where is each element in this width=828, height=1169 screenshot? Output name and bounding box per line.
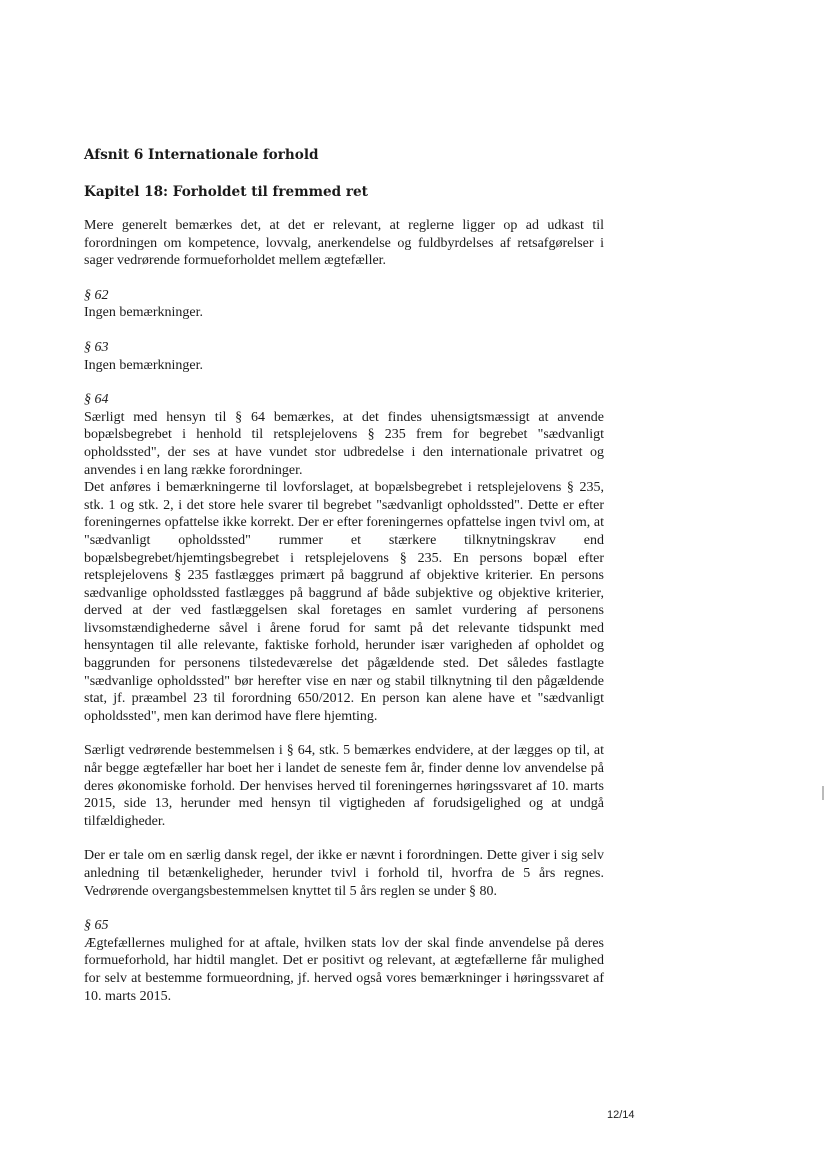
section-64-paragraph-2: Det anføres i bemærkningerne til lovforslaget, at bopælsbegrebet i retsplejelovens § 235, stk. 1 og stk. 2, i det store hele svarer til begrebet "sædvanligt opholdssted". Dette er efter foreningernes opfattelse ikke korrekt. Der er efter foreningernes opfattelse ingen tvivl om, at "sædvanligt opholdssted" rummer et stærkere tilknytningskrav end bopælsbegrebet/hjemtingsbegrebet i retsplejelovens § 235. En persons bopæl efter retsplejelovens § 235 fastlægges primært på baggrund af objektive kriterier. En persons sædvanlige opholdssted fastlægges på baggrund af både subjektive og objektive kriterier, derved at der ved fastlæggelsen skal foretages en samlet vurdering af personens livsomstændighederne såvel i årene forud for samt på det relevante tidspunkt med hensyntagen til alle relevante, faktiske forhold, herunder især varigheden af opholdet og baggrunden for personens tilstedeværelse det pågældende sted. Det således fastlagte "sædvanlige opholdssted" bør herefter vise en nær og stabil tilknytning til den pågældende stat, jf. præambel 23 til forordning 650/2012. En person kan alene have et "sædvanligt opholdssted", men kan derimod have flere hjemting. [84, 480, 604, 724]
section-63-text: Ingen bemærkninger. [84, 357, 203, 373]
section-heading: Afsnit 6 Internationale forhold [84, 147, 319, 163]
section-65-text: Ægtefællernes mulighed for at aftale, hvilken stats lov der skal finde anvendelse på deres formueforhold, har hidtil manglet. Det er positivt og relevant, at ægtefællerne får mulighed for selv at bestemme formueordning, jf. herved også vores bemærkninger i høringssvaret af 10. marts 2015. [84, 935, 604, 1004]
page-number: 12/14 [607, 1109, 635, 1121]
section-62 [84, 287, 604, 322]
section-64-paragraph-3: Særligt vedrørende bestemmelsen i § 64, stk. 5 bemærkes endvidere, at der lægges op til, at når begge ægtefæller har boet her i landet de seneste fem år, finder denne lov anvendelse på deres økonomiske forhold. Der henvises herved til foreningernes høringssvaret af 10. marts 2015, side 13, herunder med hensyn til vigtigheden af forudsigelighed og at undgå tilfældigheder. [84, 743, 604, 829]
section-64-label: § 64 [84, 392, 109, 408]
section-65-label: § 65 [84, 918, 109, 934]
intro-paragraph: Mere generelt bemærkes det, at det er relevant, at reglerne ligger op ad udkast til forordningen om kompetence, lovvalg, anerkendelse og fuldbyrdelses af retsafgørelser i sager vedrørende formueforholdet mellem ægtefæller. [84, 218, 604, 269]
section-62-text: Ingen bemærkninger. [84, 305, 203, 321]
section-64-paragraph-4: Der er tale om en særlig dansk regel, der ikke er nævnt i forordningen. Dette giver i sig selv anledning til betænkeligheder, herunder tvivl i forhold til, hvorfra de 5 års regnes. Vedrørende overgangsbestemmelsen knyttet til 5 års reglen se under § 80. [84, 848, 604, 899]
section-64 [84, 391, 604, 900]
section-65 [84, 917, 604, 1005]
section-63-label: § 63 [84, 339, 109, 355]
scan-edge-mark [822, 786, 824, 800]
section-63 [84, 339, 604, 374]
section-62-label: § 62 [84, 287, 109, 303]
chapter-heading: Kapitel 18: Forholdet til fremmed ret [84, 184, 368, 200]
section-64-paragraph-1: Særligt med hensyn til § 64 bemærkes, at det findes uhensigtsmæssigt at anvende bopælsbegrebet i henhold til retsplejelovens § 235 frem for begrebet "sædvanligt opholdssted", der ses at have vundet stor udbredelse i den internationale privatret og anvendes i en lang række forordninger. [84, 409, 604, 478]
document-body [84, 146, 604, 1005]
